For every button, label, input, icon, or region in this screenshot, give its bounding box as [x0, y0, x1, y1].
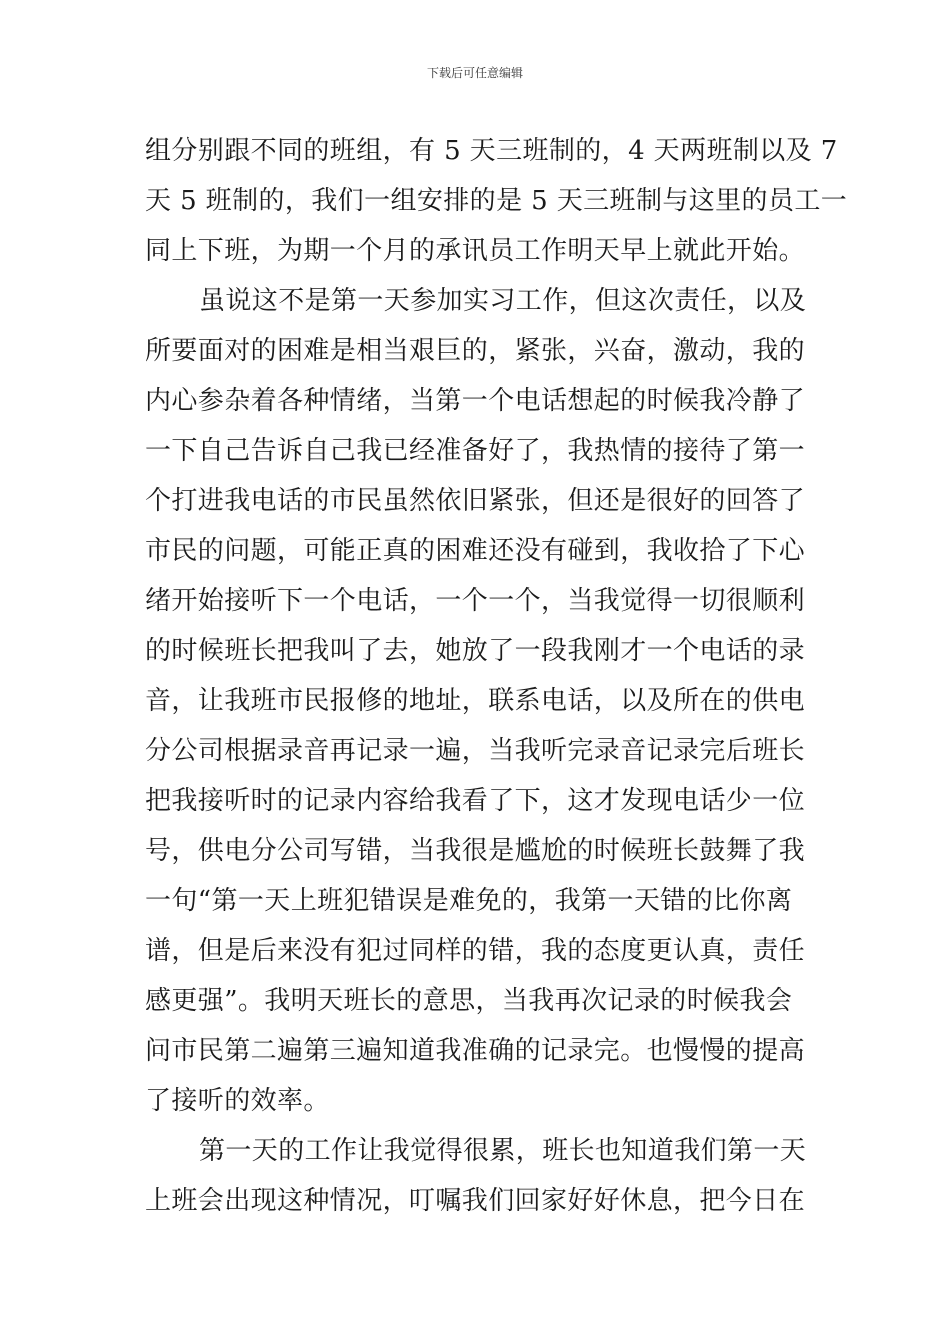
text-line: 组分别跟不同的班组，有 5 天三班制的，4 天两班制以及 7: [145, 136, 838, 166]
text-line: 谱，但是后来没有犯过同样的错，我的态度更认真，责任: [145, 936, 806, 966]
text-line: 个打进我电话的市民虽然依旧紧张，但还是很好的回答了: [145, 486, 806, 516]
text-line: 第一天的工作让我觉得很累，班长也知道我们第一天: [199, 1136, 807, 1166]
paragraph: [145, 126, 848, 276]
page-header: 下载后可任意编辑: [426, 66, 523, 80]
text-line: 绪开始接听下一个电话，一个一个，当我觉得一切很顺利: [145, 586, 806, 616]
text-line: 一句“第一天上班犯错误是难免的，我第一天错的比你离: [145, 886, 793, 916]
text-line: 一下自己告诉自己我已经准备好了，我热情的接待了第一: [145, 436, 806, 466]
text-line: 同上下班，为期一个月的承讯员工作明天早上就此开始。: [145, 236, 806, 266]
text-line: 号，供电分公司写错，当我很是尴尬的时候班长鼓舞了我: [145, 836, 806, 866]
body-text: [145, 126, 848, 1226]
text-line: 的时候班长把我叫了去，她放了一段我刚才一个电话的录: [145, 636, 806, 666]
text-line: 市民的问题，可能正真的困难还没有碰到，我收拾了下心: [145, 536, 806, 566]
text-line: 分公司根据录音再记录一遍，当我听完录音记录完后班长: [145, 736, 806, 766]
text-line: 上班会出现这种情况，叮嘱我们回家好好休息，把今日在: [145, 1186, 806, 1216]
text-line: 问市民第二遍第三遍知道我准确的记录完。也慢慢的提高: [145, 1036, 806, 1066]
text-line: 虽说这不是第一天参加实习工作，但这次责任，以及: [199, 286, 807, 316]
text-line: 了接听的效率。: [145, 1086, 330, 1116]
text-line: 感更强”。我明天班长的意思，当我再次记录的时候我会: [145, 986, 793, 1016]
text-line: 音，让我班市民报修的地址，联系电话，以及所在的供电: [145, 686, 806, 716]
text-line: 所要面对的困难是相当艰巨的，紧张，兴奋，激动，我的: [145, 336, 806, 366]
paragraph: [145, 1126, 810, 1226]
text-line: 天 5 班制的，我们一组安排的是 5 天三班制与这里的员工一: [145, 186, 848, 216]
paragraph: [145, 276, 810, 1126]
text-line: 内心参杂着各种情绪，当第一个电话想起的时候我冷静了: [145, 386, 806, 416]
text-line: 把我接听时的记录内容给我看了下，这才发现电话少一位: [145, 786, 806, 816]
